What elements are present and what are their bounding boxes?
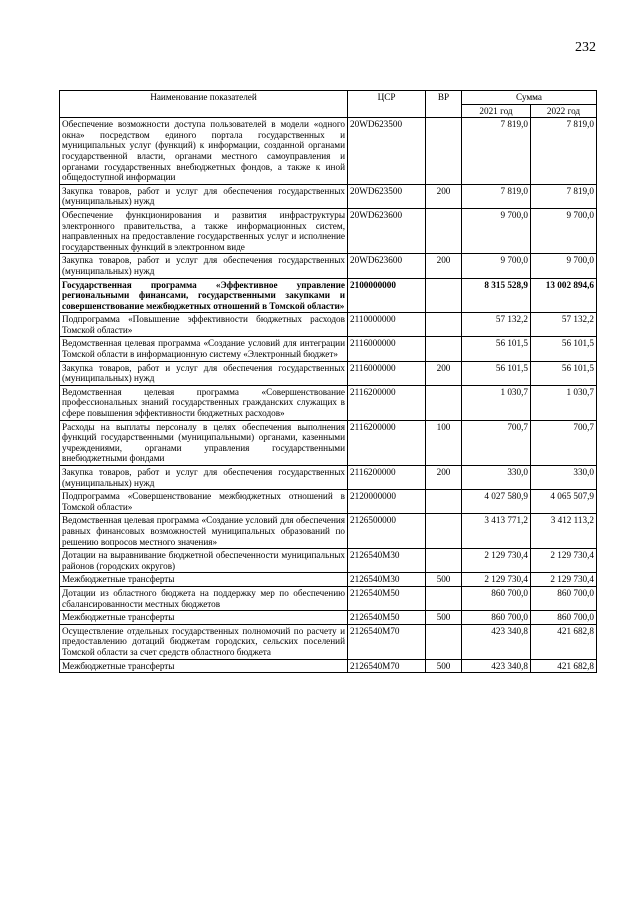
row-name: Дотации из областного бюджета на поддержку мер по обеспечению сбалансированности местных бюджетов bbox=[60, 586, 348, 610]
row-vr bbox=[426, 624, 462, 659]
row-name: Государственная программа «Эффективное управление региональными финансами, государственными закупками и совершенствование межбюджетных отношений в Томской области» bbox=[60, 278, 348, 313]
row-amount-2022: 2 129 730,4 bbox=[531, 549, 597, 573]
row-amount-2021: 3 413 771,2 bbox=[462, 514, 531, 549]
table-row bbox=[60, 313, 597, 337]
row-amount-2021: 56 101,5 bbox=[462, 361, 531, 385]
row-name: Закупка товаров, работ и услуг для обеспечения государственных (муниципальных) нужд bbox=[60, 254, 348, 278]
row-amount-2022: 330,0 bbox=[531, 466, 597, 490]
row-vr bbox=[426, 313, 462, 337]
row-csr: 20WD623600 bbox=[348, 208, 426, 253]
row-amount-2022: 421 682,8 bbox=[531, 659, 597, 673]
row-amount-2022: 7 819,0 bbox=[531, 184, 597, 208]
budget-table bbox=[59, 90, 597, 673]
row-vr bbox=[426, 549, 462, 573]
row-amount-2022: 9 700,0 bbox=[531, 208, 597, 253]
row-name: Закупка товаров, работ и услуг для обеспечения государственных (муниципальных) нужд bbox=[60, 466, 348, 490]
table-row bbox=[60, 184, 597, 208]
header-csr: ЦСР bbox=[348, 91, 426, 118]
row-amount-2021: 9 700,0 bbox=[462, 254, 531, 278]
row-amount-2021: 4 027 580,9 bbox=[462, 490, 531, 514]
table-row bbox=[60, 573, 597, 587]
row-csr: 2116200000 bbox=[348, 466, 426, 490]
row-amount-2021: 57 132,2 bbox=[462, 313, 531, 337]
table-row bbox=[60, 385, 597, 420]
header-sum: Сумма bbox=[462, 91, 597, 105]
row-amount-2022: 4 065 507,9 bbox=[531, 490, 597, 514]
row-amount-2022: 13 002 894,6 bbox=[531, 278, 597, 313]
row-name: Межбюджетные трансферты bbox=[60, 573, 348, 587]
row-vr: 100 bbox=[426, 420, 462, 465]
row-vr bbox=[426, 514, 462, 549]
row-csr: 2126540М70 bbox=[348, 659, 426, 673]
row-amount-2021: 423 340,8 bbox=[462, 624, 531, 659]
row-amount-2022: 7 819,0 bbox=[531, 118, 597, 185]
row-csr: 2120000000 bbox=[348, 490, 426, 514]
row-amount-2021: 7 819,0 bbox=[462, 184, 531, 208]
table-row bbox=[60, 118, 597, 185]
page-number: 232 bbox=[575, 40, 596, 55]
header-name: Наименование показателей bbox=[60, 91, 348, 118]
row-vr: 200 bbox=[426, 361, 462, 385]
row-amount-2022: 57 132,2 bbox=[531, 313, 597, 337]
row-amount-2021: 2 129 730,4 bbox=[462, 549, 531, 573]
table-row bbox=[60, 254, 597, 278]
row-csr: 2126500000 bbox=[348, 514, 426, 549]
row-amount-2021: 9 700,0 bbox=[462, 208, 531, 253]
row-csr: 2116200000 bbox=[348, 420, 426, 465]
row-name: Подпрограмма «Повышение эффективности бюджетных расходов Томской области» bbox=[60, 313, 348, 337]
row-csr: 2126540М70 bbox=[348, 624, 426, 659]
row-vr bbox=[426, 278, 462, 313]
row-vr: 500 bbox=[426, 611, 462, 625]
table-row bbox=[60, 624, 597, 659]
row-csr: 2116000000 bbox=[348, 361, 426, 385]
row-amount-2022: 2 129 730,4 bbox=[531, 573, 597, 587]
row-amount-2022: 1 030,7 bbox=[531, 385, 597, 420]
row-amount-2021: 860 700,0 bbox=[462, 611, 531, 625]
row-name: Закупка товаров, работ и услуг для обеспечения государственных (муниципальных) нужд bbox=[60, 184, 348, 208]
row-name: Обеспечение функционирования и развития инфраструктуры электронного правительства, а также информационных систем, направленных на предоставление государственных услуг и исполнение государственных функций в электронном виде bbox=[60, 208, 348, 253]
row-amount-2021: 1 030,7 bbox=[462, 385, 531, 420]
table-row bbox=[60, 549, 597, 573]
row-amount-2022: 9 700,0 bbox=[531, 254, 597, 278]
row-name: Обеспечение возможности доступа пользователей в модели «одного окна» посредством единого портала государственных и муниципальных услуг (функций) к информации, созданной органами государственной власти, органами местного самоуправления и органами государственных внебюджетных фондов, а также к иной общедоступной информации bbox=[60, 118, 348, 185]
row-vr: 200 bbox=[426, 466, 462, 490]
table-row bbox=[60, 466, 597, 490]
row-name: Ведомственная целевая программа «Создание условий для обеспечения равных финансовых возможностей муниципальных образований по решению вопросов местного значения» bbox=[60, 514, 348, 549]
row-amount-2022: 3 412 113,2 bbox=[531, 514, 597, 549]
table-row bbox=[60, 611, 597, 625]
row-csr: 2110000000 bbox=[348, 313, 426, 337]
table-row bbox=[60, 420, 597, 465]
row-amount-2021: 56 101,5 bbox=[462, 337, 531, 361]
row-name: Ведомственная целевая программа «Создание условий для интеграции Томской области в информационную систему «Электронный бюджет» bbox=[60, 337, 348, 361]
table-row bbox=[60, 278, 597, 313]
row-csr: 2126540М30 bbox=[348, 549, 426, 573]
row-name: Межбюджетные трансферты bbox=[60, 659, 348, 673]
row-csr: 20WD623600 bbox=[348, 254, 426, 278]
row-csr: 2116200000 bbox=[348, 385, 426, 420]
row-name: Осуществление отдельных государственных полномочий по расчету и предоставлению дотаций бюджетам городских, сельских поселений Томской области за счет средств областного бюджета bbox=[60, 624, 348, 659]
row-name: Ведомственная целевая программа «Совершенствование профессиональных знаний государственных гражданских служащих в сфере повышения эффективности бюджетных расходов» bbox=[60, 385, 348, 420]
row-csr: 2126540М50 bbox=[348, 611, 426, 625]
row-vr bbox=[426, 208, 462, 253]
row-vr: 200 bbox=[426, 254, 462, 278]
header-year-2021: 2021 год bbox=[462, 104, 531, 118]
table-header-row bbox=[60, 91, 597, 105]
row-name: Подпрограмма «Совершенствование межбюджетных отношений в Томской области» bbox=[60, 490, 348, 514]
header-year-2022: 2022 год bbox=[531, 104, 597, 118]
row-amount-2021: 860 700,0 bbox=[462, 586, 531, 610]
row-csr: 20WD623500 bbox=[348, 184, 426, 208]
row-amount-2022: 860 700,0 bbox=[531, 611, 597, 625]
row-csr: 2126540М50 bbox=[348, 586, 426, 610]
row-amount-2021: 330,0 bbox=[462, 466, 531, 490]
row-amount-2021: 7 819,0 bbox=[462, 118, 531, 185]
row-amount-2021: 2 129 730,4 bbox=[462, 573, 531, 587]
row-amount-2021: 700,7 bbox=[462, 420, 531, 465]
table-row bbox=[60, 208, 597, 253]
header-vr: ВР bbox=[426, 91, 462, 118]
table-row bbox=[60, 586, 597, 610]
table-row bbox=[60, 490, 597, 514]
row-amount-2022: 56 101,5 bbox=[531, 361, 597, 385]
row-csr: 2126540М30 bbox=[348, 573, 426, 587]
row-vr bbox=[426, 337, 462, 361]
row-amount-2021: 8 315 528,9 bbox=[462, 278, 531, 313]
table-body bbox=[60, 118, 597, 673]
row-vr: 200 bbox=[426, 184, 462, 208]
row-csr: 20WD623500 bbox=[348, 118, 426, 185]
table-row bbox=[60, 659, 597, 673]
table-row bbox=[60, 514, 597, 549]
row-amount-2021: 423 340,8 bbox=[462, 659, 531, 673]
row-vr bbox=[426, 118, 462, 185]
row-vr bbox=[426, 385, 462, 420]
row-name: Расходы на выплаты персоналу в целях обеспечения выполнения функций государственными (муниципальными) органами, казенными учреждениями, органами управления государственными внебюджетными фондами bbox=[60, 420, 348, 465]
row-vr: 500 bbox=[426, 659, 462, 673]
row-amount-2022: 56 101,5 bbox=[531, 337, 597, 361]
row-name: Закупка товаров, работ и услуг для обеспечения государственных (муниципальных) нужд bbox=[60, 361, 348, 385]
table-row bbox=[60, 361, 597, 385]
row-vr: 500 bbox=[426, 573, 462, 587]
row-vr bbox=[426, 490, 462, 514]
row-name: Межбюджетные трансферты bbox=[60, 611, 348, 625]
row-csr: 2100000000 bbox=[348, 278, 426, 313]
table-row bbox=[60, 337, 597, 361]
row-csr: 2116000000 bbox=[348, 337, 426, 361]
row-vr bbox=[426, 586, 462, 610]
row-amount-2022: 860 700,0 bbox=[531, 586, 597, 610]
row-amount-2022: 421 682,8 bbox=[531, 624, 597, 659]
row-amount-2022: 700,7 bbox=[531, 420, 597, 465]
row-name: Дотации на выравнивание бюджетной обеспеченности муниципальных районов (городских округов) bbox=[60, 549, 348, 573]
